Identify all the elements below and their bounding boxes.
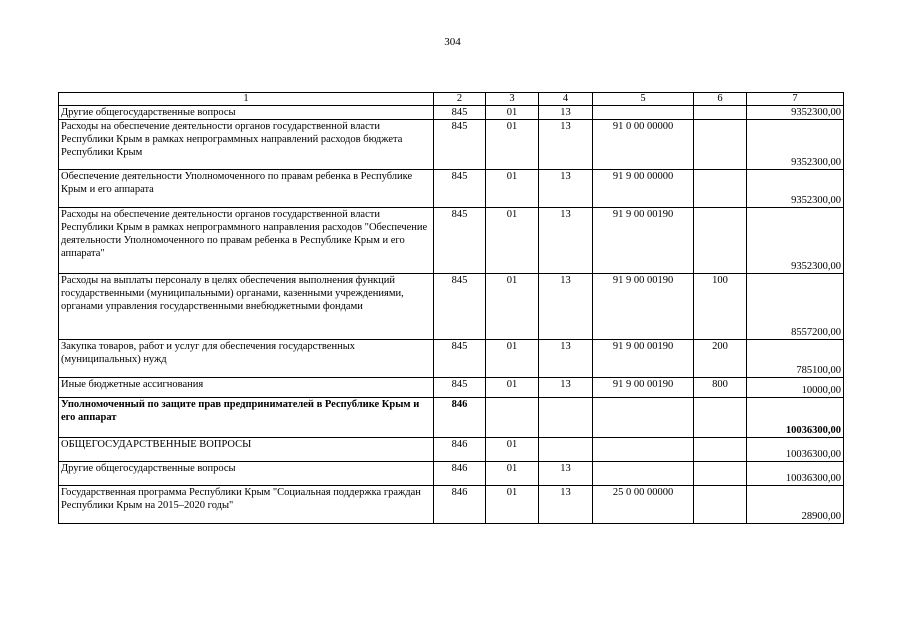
ministry-code-cell: 845	[434, 274, 486, 340]
expense-type-cell: 200	[694, 340, 747, 378]
expense-type-cell	[694, 438, 747, 462]
expense-type-cell	[694, 398, 747, 438]
subsection-code-cell: 13	[539, 170, 593, 208]
ministry-code-cell: 845	[434, 170, 486, 208]
row-name-cell: Обеспечение деятельности Уполномоченного по правам ребенка в Республике Крым и его аппарата	[59, 170, 434, 208]
subsection-code-cell	[539, 438, 593, 462]
target-article-cell: 91 0 00 00000	[593, 120, 694, 170]
ministry-code-cell: 845	[434, 378, 486, 398]
expense-type-cell	[694, 170, 747, 208]
column-header: 6	[694, 93, 747, 106]
table-row	[59, 398, 844, 438]
section-code-cell	[486, 398, 539, 438]
page-number: 304	[444, 36, 461, 48]
table-row	[59, 274, 844, 340]
subsection-code-cell: 13	[539, 274, 593, 340]
amount-cell: 8557200,00	[747, 274, 844, 340]
row-name-cell: Расходы на обеспечение деятельности органов государственной власти Республики Крым в рамках непрограммного направления расходов "Обеспечение деятельности Уполномоченного по правам ребенка в Республике Крым и его аппарата"	[59, 208, 434, 274]
amount-cell: 10036300,00	[747, 462, 844, 486]
ministry-code-cell: 845	[434, 208, 486, 274]
budget-table	[58, 92, 844, 524]
row-name-cell: Закупка товаров, работ и услуг для обеспечения государственных (муниципальных) нужд	[59, 340, 434, 378]
subsection-code-cell: 13	[539, 340, 593, 378]
amount-cell: 9352300,00	[747, 120, 844, 170]
target-article-cell: 25 0 00 00000	[593, 486, 694, 524]
table-row	[59, 486, 844, 524]
table-row	[59, 378, 844, 398]
table-row	[59, 120, 844, 170]
column-header: 5	[593, 93, 694, 106]
row-name-cell: Иные бюджетные ассигнования	[59, 378, 434, 398]
ministry-code-cell: 846	[434, 438, 486, 462]
target-article-cell	[593, 438, 694, 462]
target-article-cell: 91 9 00 00190	[593, 274, 694, 340]
expense-type-cell	[694, 120, 747, 170]
section-code-cell: 01	[486, 378, 539, 398]
table-header-row	[59, 93, 844, 106]
column-header: 1	[59, 93, 434, 106]
section-code-cell: 01	[486, 170, 539, 208]
section-code-cell: 01	[486, 274, 539, 340]
target-article-cell: 91 9 00 00190	[593, 340, 694, 378]
target-article-cell	[593, 106, 694, 120]
section-code-cell: 01	[486, 438, 539, 462]
amount-cell: 10036300,00	[747, 438, 844, 462]
amount-cell: 785100,00	[747, 340, 844, 378]
amount-cell: 9352300,00	[747, 208, 844, 274]
row-name-cell: Уполномоченный по защите прав предпринимателей в Республике Крым и его аппарат	[59, 398, 434, 438]
amount-cell: 10000,00	[747, 378, 844, 398]
row-name-cell: ОБЩЕГОСУДАРСТВЕННЫЕ ВОПРОСЫ	[59, 438, 434, 462]
subsection-code-cell: 13	[539, 120, 593, 170]
column-header: 2	[434, 93, 486, 106]
ministry-code-cell: 846	[434, 486, 486, 524]
target-article-cell: 91 9 00 00190	[593, 208, 694, 274]
column-header: 7	[747, 93, 844, 106]
ministry-code-cell: 845	[434, 120, 486, 170]
expense-type-cell: 800	[694, 378, 747, 398]
expense-type-cell	[694, 208, 747, 274]
table-row	[59, 170, 844, 208]
expense-type-cell	[694, 486, 747, 524]
amount-cell: 9352300,00	[747, 106, 844, 120]
ministry-code-cell: 846	[434, 398, 486, 438]
row-name-cell: Государственная программа Республики Крым "Социальная поддержка граждан Республики Крым на 2015–2020 годы"	[59, 486, 434, 524]
target-article-cell: 91 9 00 00000	[593, 170, 694, 208]
column-header: 4	[539, 93, 593, 106]
subsection-code-cell: 13	[539, 462, 593, 486]
section-code-cell: 01	[486, 486, 539, 524]
ministry-code-cell: 845	[434, 106, 486, 120]
row-name-cell: Другие общегосударственные вопросы	[59, 462, 434, 486]
section-code-cell: 01	[486, 462, 539, 486]
subsection-code-cell: 13	[539, 486, 593, 524]
section-code-cell: 01	[486, 340, 539, 378]
row-name-cell: Другие общегосударственные вопросы	[59, 106, 434, 120]
column-header: 3	[486, 93, 539, 106]
table-row	[59, 208, 844, 274]
subsection-code-cell: 13	[539, 106, 593, 120]
amount-cell: 9352300,00	[747, 170, 844, 208]
amount-cell: 28900,00	[747, 486, 844, 524]
subsection-code-cell	[539, 398, 593, 438]
section-code-cell: 01	[486, 120, 539, 170]
row-name-cell: Расходы на выплаты персоналу в целях обеспечения выполнения функций государственными (муниципальными) органами, казенными учреждениями, органами управления государственными внебюджетными фондами	[59, 274, 434, 340]
target-article-cell: 91 9 00 00190	[593, 378, 694, 398]
table-row	[59, 438, 844, 462]
section-code-cell: 01	[486, 208, 539, 274]
target-article-cell	[593, 398, 694, 438]
ministry-code-cell: 846	[434, 462, 486, 486]
row-name-cell: Расходы на обеспечение деятельности органов государственной власти Республики Крым в рамках непрограммных направлений расходов бюджета Республики Крым	[59, 120, 434, 170]
table-row	[59, 340, 844, 378]
subsection-code-cell: 13	[539, 378, 593, 398]
table-row	[59, 462, 844, 486]
expense-type-cell	[694, 106, 747, 120]
amount-cell: 10036300,00	[747, 398, 844, 438]
ministry-code-cell: 845	[434, 340, 486, 378]
expense-type-cell: 100	[694, 274, 747, 340]
target-article-cell	[593, 462, 694, 486]
expense-type-cell	[694, 462, 747, 486]
section-code-cell: 01	[486, 106, 539, 120]
subsection-code-cell: 13	[539, 208, 593, 274]
table-row	[59, 106, 844, 120]
